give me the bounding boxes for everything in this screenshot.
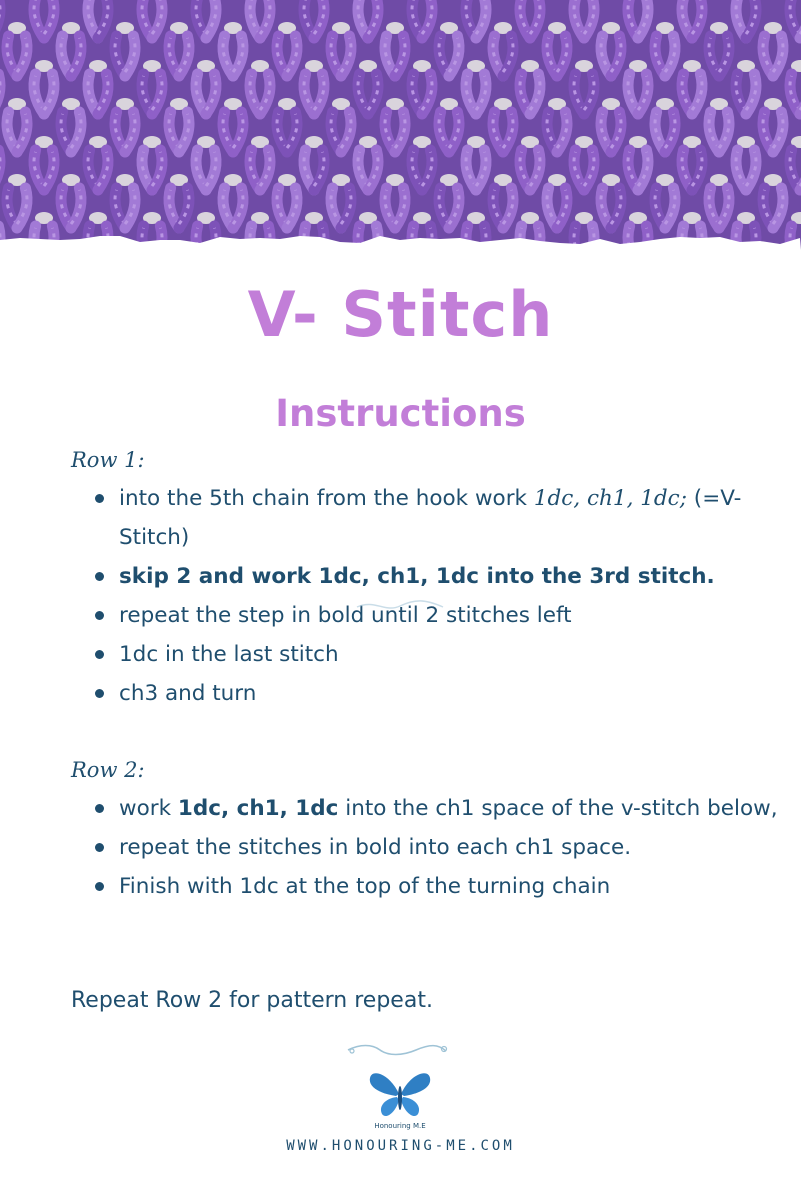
row-1-label: Row 1: bbox=[71, 448, 145, 472]
step-item bbox=[119, 789, 799, 828]
step-item bbox=[119, 674, 799, 713]
row-2-steps bbox=[89, 789, 799, 906]
step-item bbox=[119, 828, 799, 867]
step-text: repeat the stitches in bold into each ch1 space. bbox=[119, 835, 632, 860]
logo-text: Honouring M.E bbox=[374, 1122, 426, 1130]
step-text: work bbox=[119, 796, 178, 821]
step-text: 1dc in the last stitch bbox=[119, 642, 339, 667]
flourish-decoration bbox=[355, 597, 445, 615]
step-text: skip 2 and work 1dc, ch1, 1dc into the 3rd stitch. bbox=[119, 564, 715, 589]
instructions-heading: Instructions bbox=[275, 392, 526, 435]
step-item bbox=[119, 557, 799, 596]
step-text: (=V-Stitch) bbox=[119, 486, 742, 550]
step-text: into the 5th chain from the hook work bbox=[119, 486, 534, 511]
crochet-photo bbox=[0, 0, 801, 250]
row-1-steps bbox=[89, 479, 799, 713]
repeat-note: Repeat Row 2 for pattern repeat. bbox=[71, 988, 433, 1013]
yarn-texture bbox=[0, 0, 801, 250]
step-item bbox=[119, 867, 799, 906]
page-title: V- Stitch bbox=[247, 278, 554, 351]
flourish-decoration bbox=[346, 1042, 450, 1060]
step-text: ch3 and turn bbox=[119, 681, 257, 706]
row-2-label: Row 2: bbox=[71, 758, 145, 782]
step-text: repeat the step in bold until 2 stitches left bbox=[119, 603, 572, 628]
step-text: 1dc, ch1, 1dc; bbox=[533, 486, 687, 511]
step-text: Finish with 1dc at the top of the turning chain bbox=[119, 874, 611, 899]
butterfly-icon bbox=[368, 1070, 432, 1120]
brand-logo bbox=[360, 1070, 440, 1130]
step-text: 1dc, ch1, 1dc bbox=[177, 796, 339, 821]
step-text: into the ch1 space of the v-stitch below, bbox=[338, 796, 778, 821]
step-item bbox=[119, 596, 799, 635]
website-url: WWW.HONOURING-ME.COM bbox=[286, 1138, 515, 1154]
step-item bbox=[119, 479, 799, 557]
step-item bbox=[119, 635, 799, 674]
